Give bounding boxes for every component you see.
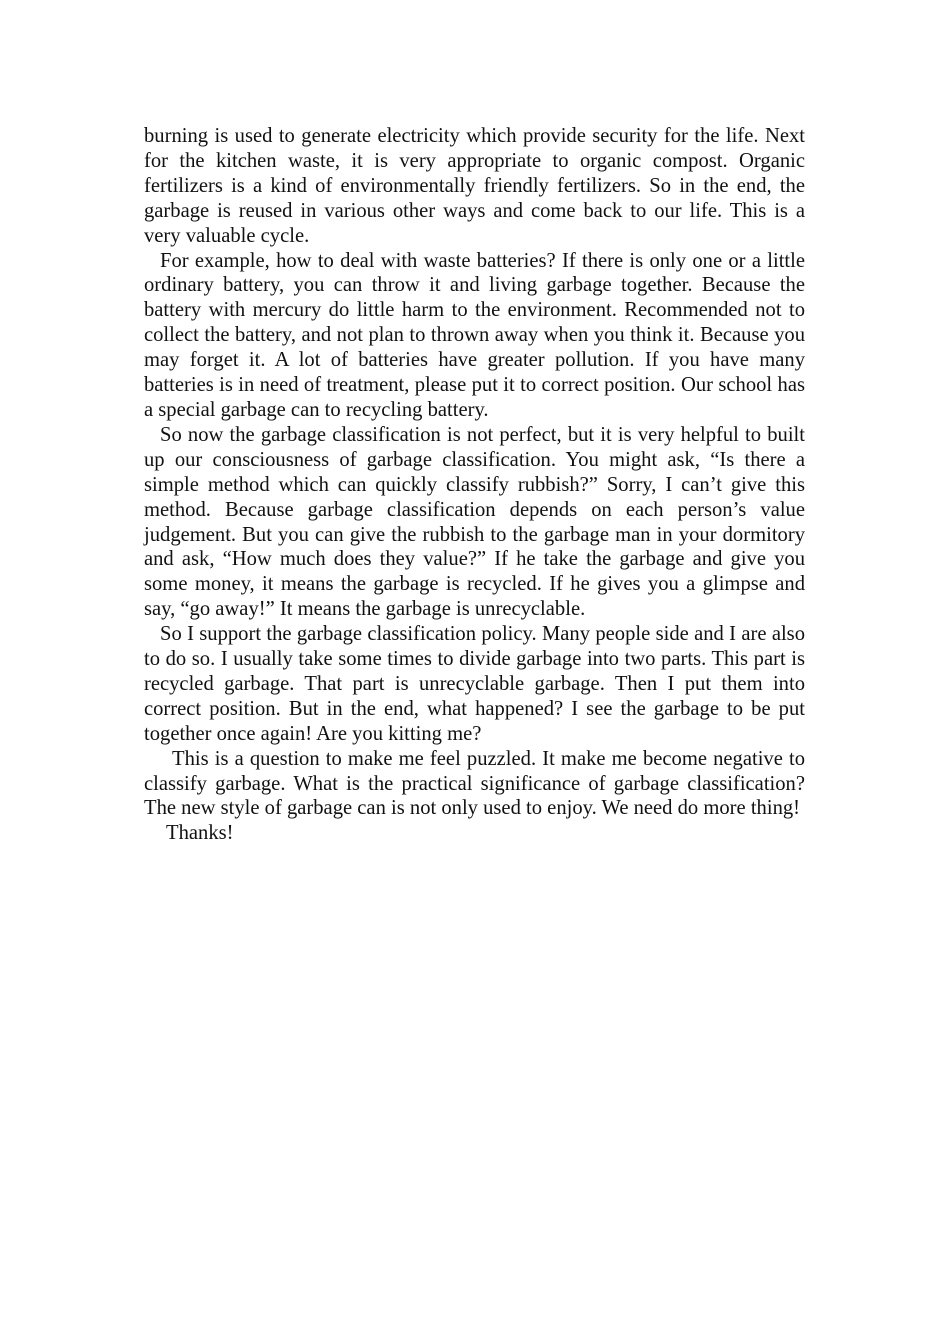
paragraph-support-policy: So I support the garbage classification policy. Many people side and I are also to do so. I usually take some times to divide garbage into two parts. This part is recycled garbage. That part is unrecyclable garbage. Then I put them into correct position. But in the end, what happened? I see the garbage to be put together once again! Are you kitting me? (144, 623, 805, 745)
paragraph-batteries: For example, how to deal with waste batteries? If there is only one or a little ordinary battery, you can throw it and living garbage together. Because the battery with mercury do little harm to the environment. Recommended not to collect the battery, and not plan to thrown away when you think it. Because you may forget it. A lot of batteries have greater pollution. If you have many batteries is in need of treatment, please put it to correct position. Our school has a special garbage can to recycling battery. (144, 249, 805, 421)
paragraph-puzzled: This is a question to make me feel puzzled. It make me become negative to classify garbage. What is the practical significance of garbage classification? The new style of garbage can is not only used to enjoy. We need do more thing! (144, 747, 805, 820)
paragraph-classification: So now the garbage classification is not perfect, but it is very helpful to built up our consciousness of garbage classification. You might ask, “Is there a simple method which can quickly classify rubbish?” Sorry, I can’t give this method. Because garbage classification depends on each person’s value judgement. But you can give the rubbish to the garbage man in your dormitory and ask, “How much does they value?” If he take the garbage and give you some money, it means the garbage is recycled. If he gives you a glimpse and say, “go away!” It means the garbage is unrecyclable. (144, 423, 805, 621)
closing-thanks: Thanks! (166, 822, 234, 845)
essay-body (144, 124, 805, 846)
paragraph-continuation: burning is used to generate electricity which provide security for the life. Next for the kitchen waste, it is very appropriate to organic compost. Organic fertilizers is a kind of environmentally friendly fertilizers. So in the end, the garbage is reused in various other ways and come back to our life. This is a very valuable cycle. (144, 125, 805, 247)
